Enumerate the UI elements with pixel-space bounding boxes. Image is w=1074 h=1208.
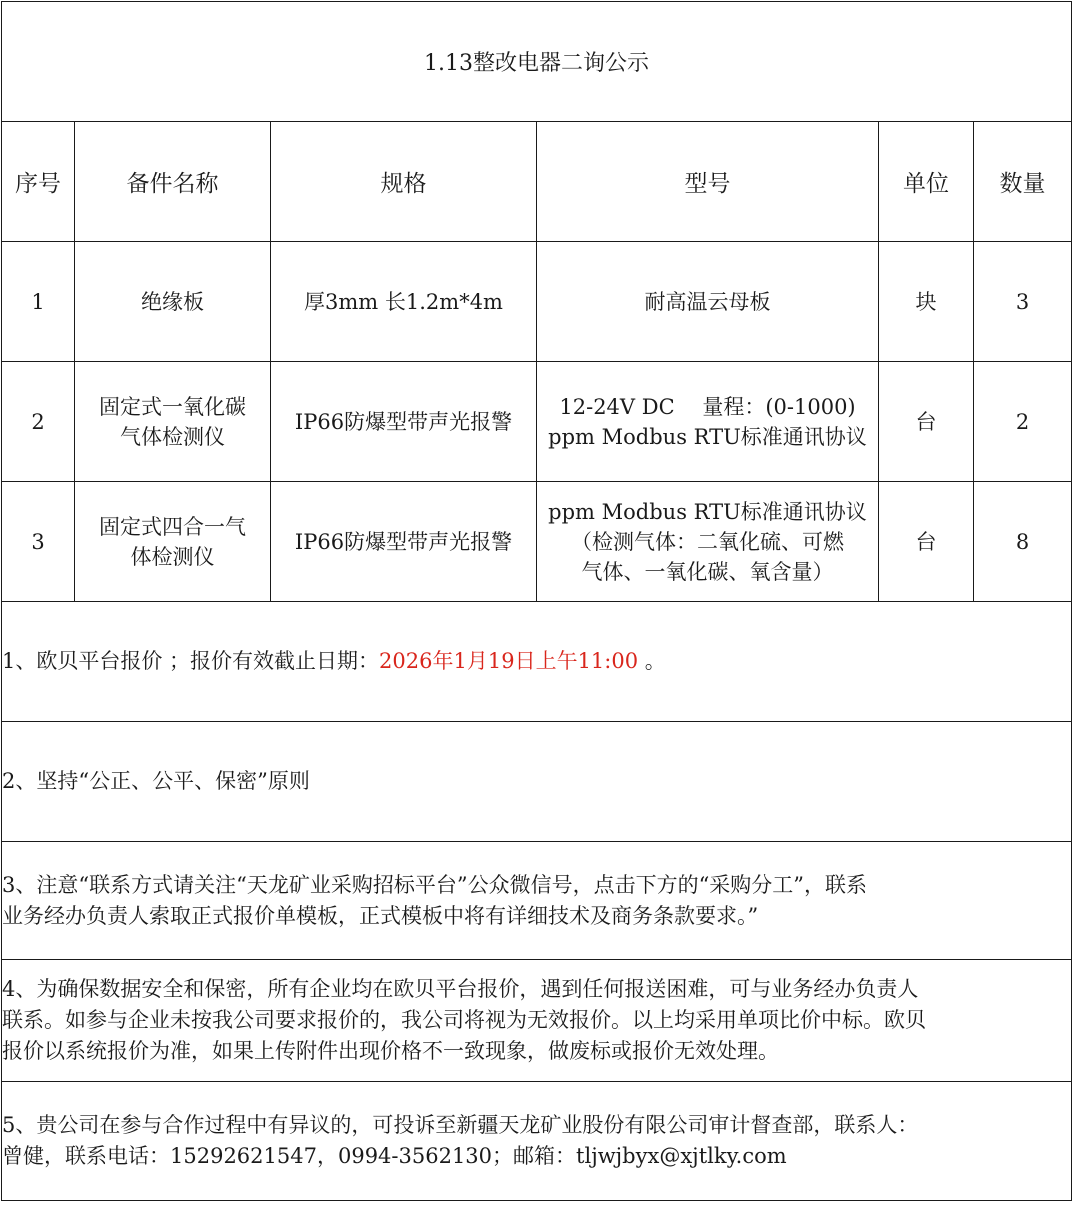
table-row bbox=[2, 482, 1072, 602]
note-5-line: 5、贵公司在参与合作过程中有异议的，可投诉至新疆天龙矿业股份有限公司审计督查部，联系人： bbox=[2, 1113, 919, 1137]
row-no: 1 bbox=[2, 242, 75, 362]
title-text: 1.13整改电器二询公示 bbox=[424, 51, 650, 76]
note-5 bbox=[2, 1082, 1072, 1201]
note-4 bbox=[2, 960, 1072, 1082]
row-unit: 台 bbox=[879, 482, 974, 602]
row-qty: 8 bbox=[974, 482, 1072, 602]
note-row bbox=[2, 960, 1072, 1082]
note-4-line: 联系。如参与企业未按我公司要求报价的，我公司将视为无效报价。以上均采用单项比价中标。欧贝 bbox=[2, 1008, 926, 1032]
row-no: 3 bbox=[2, 482, 75, 602]
header-name: 备件名称 bbox=[75, 122, 271, 242]
row-name bbox=[75, 362, 271, 482]
note-2-text: 2、坚持“公正、公平、保密”原则 bbox=[2, 769, 310, 793]
table-row bbox=[2, 242, 1072, 362]
row-name-line: 固定式一氧化碳 bbox=[99, 394, 246, 419]
row-spec: 厚3mm 长1.2m*4m bbox=[271, 242, 537, 362]
note-row bbox=[2, 842, 1072, 960]
note-row bbox=[2, 602, 1072, 722]
note-row bbox=[2, 722, 1072, 842]
row-name bbox=[75, 242, 271, 362]
header-spec: 规格 bbox=[271, 122, 537, 242]
row-qty: 3 bbox=[974, 242, 1072, 362]
header-unit: 单位 bbox=[879, 122, 974, 242]
row-unit: 台 bbox=[879, 362, 974, 482]
header-qty: 数量 bbox=[974, 122, 1072, 242]
deadline-text: 2026年1月19日上午11:00 bbox=[379, 649, 639, 673]
note-row bbox=[2, 1082, 1072, 1201]
header-no: 序号 bbox=[2, 122, 75, 242]
row-model bbox=[537, 482, 879, 602]
note-1-text: 1、欧贝平台报价 ；报价有效截止日期： bbox=[2, 649, 380, 673]
row-model-line: 气体、一氧化碳、氧含量） bbox=[581, 559, 834, 584]
row-model-line: 12-24V DC 量程：(0-1000) bbox=[559, 394, 856, 419]
row-name bbox=[75, 482, 271, 602]
row-model-line: 耐高温云母板 bbox=[644, 289, 771, 314]
row-name-line: 体检测仪 bbox=[130, 544, 215, 569]
note-1 bbox=[2, 602, 1072, 722]
row-model bbox=[537, 362, 879, 482]
row-model bbox=[537, 242, 879, 362]
announcement-table bbox=[1, 1, 1072, 1201]
row-spec: IP66防爆型带声光报警 bbox=[271, 362, 537, 482]
row-name-line: 气体检测仪 bbox=[120, 424, 225, 449]
note-2 bbox=[2, 722, 1072, 842]
row-no: 2 bbox=[2, 362, 75, 482]
row-name-line: 绝缘板 bbox=[141, 289, 204, 314]
row-name-line: 固定式四合一气 bbox=[99, 514, 246, 539]
row-model-line: ppm Modbus RTU标准通讯协议 bbox=[548, 499, 867, 524]
row-qty: 2 bbox=[974, 362, 1072, 482]
note-5-line: 曾健，联系电话：15292621547，0994-3562130；邮箱：tljwjbyx@xjtlky.com bbox=[2, 1144, 787, 1168]
row-spec: IP66防爆型带声光报警 bbox=[271, 482, 537, 602]
row-unit: 块 bbox=[879, 242, 974, 362]
row-model-line: （检测气体：二氧化硫、可燃 bbox=[571, 529, 844, 554]
note-3 bbox=[2, 842, 1072, 960]
table-title bbox=[2, 2, 1072, 122]
note-4-line: 4、为确保数据安全和保密，所有企业均在欧贝平台报价，遇到任何报送困难，可与业务经办负责人 bbox=[2, 977, 919, 1001]
note-3-line: 业务经办负责人索取正式报价单模板，正式模板中将有详细技术及商务条款要求。” bbox=[2, 903, 759, 928]
note-4-line: 报价以系统报价为准，如果上传附件出现价格不一致现象，做废标或报价无效处理。 bbox=[2, 1039, 779, 1063]
header-model: 型号 bbox=[537, 122, 879, 242]
table-row bbox=[2, 362, 1072, 482]
row-model-line: ppm Modbus RTU标准通讯协议 bbox=[548, 424, 867, 449]
note-3-line: 3、注意“联系方式请关注“天龙矿业采购招标平台”公众微信号，点击下方的“采购分工”，联系 bbox=[2, 872, 868, 897]
header-row bbox=[2, 122, 1072, 242]
note-1-suffix: 。 bbox=[638, 649, 666, 673]
